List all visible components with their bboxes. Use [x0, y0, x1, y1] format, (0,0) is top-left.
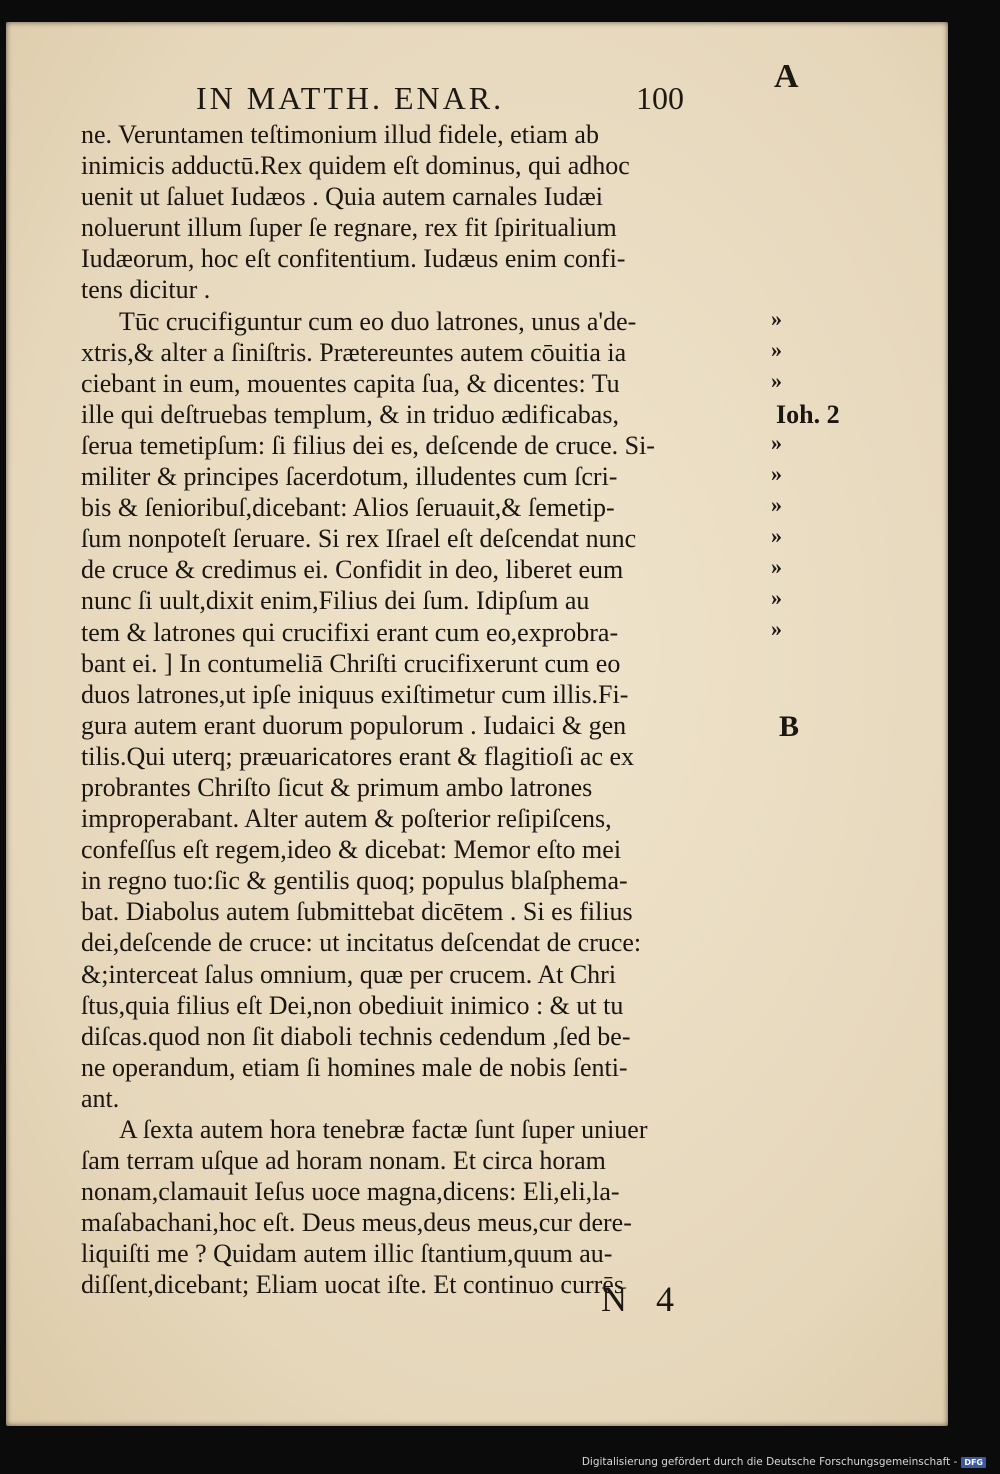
- text-line: diſcas.quod non ſit diaboli technis cedendum ,ſed be-: [81, 1021, 631, 1051]
- quote-mark: »: [771, 554, 780, 579]
- text-line: tens dicitur .: [81, 275, 211, 305]
- text-line: ciebant in eum, mouentes capita ſua, & dicentes: Tu: [81, 368, 620, 398]
- credit-text: Digitalisierung gefördert durch die Deutsche Forschungsgemeinschaft -: [581, 1456, 958, 1468]
- page-number: 100: [636, 80, 684, 116]
- text-line: uenit ut ſaluet Iudæos . Quia autem carnales Iudæi: [81, 182, 604, 212]
- section-letter-a: A: [774, 58, 799, 95]
- text-line: ne operandum, etiam ſi homines male de nobis ſenti-: [81, 1052, 628, 1082]
- text-line: duos latrones,ut ipſe iniquus exiſtimetur cum illis.Fi-: [81, 679, 629, 709]
- quote-mark: »: [771, 337, 780, 362]
- signature-mark: N 4: [601, 1279, 684, 1319]
- text-line: tilis.Qui uterq; præuaricatores erant & flagitioſi ac ex: [81, 741, 635, 771]
- text-line: ſum nonpoteſt ſeruare. Si rex Iſrael eſt deſcendat nunc: [81, 524, 637, 554]
- quote-mark: »: [771, 430, 780, 455]
- text-line: xtris,& alter a ſiniſtris. Prætereuntes autem cōuitia ia: [81, 337, 627, 367]
- text-line: maſabachani,hoc eſt. Deus meus,deus meus,cur dere-: [81, 1208, 632, 1238]
- quote-mark: »: [771, 616, 780, 641]
- text-line: Tūc crucifiguntur cum eo duo latrones, unus a'de-: [119, 306, 637, 336]
- text-line: dei,deſcende de cruce: ut incitatus deſcendat de cruce:: [81, 928, 642, 958]
- text-line: bis & ſenioribuſ,dicebant: Alios ſeruauit,& ſemetip-: [81, 493, 615, 523]
- body-text: [81, 119, 791, 1301]
- text-line: nunc ſi uult,dixit enim,Filius dei ſum. Idipſum au: [81, 586, 590, 616]
- quote-mark: »: [771, 492, 780, 517]
- book-page: [6, 22, 948, 1426]
- text-line: ſtus,quia filius eſt Dei,non obediuit inimico : & ut tu: [81, 990, 624, 1020]
- running-head-title: IN MATTH. ENAR.: [196, 80, 505, 116]
- scripture-reference: Ioh. 2: [776, 400, 840, 429]
- quote-mark: »: [771, 585, 780, 610]
- running-head: [196, 80, 816, 120]
- quote-mark: »: [771, 306, 780, 331]
- text-line: Iudæorum, hoc eſt confitentium. Iudæus enim confi-: [81, 244, 626, 274]
- quote-mark: »: [771, 368, 780, 393]
- text-line: nonam,clamauit Ieſus uoce magna,dicens: Eli,eli,la-: [81, 1177, 620, 1207]
- quote-mark: »: [771, 523, 780, 548]
- text-line: noluerunt illum ſuper ſe regnare, rex fit ſpiritualium: [81, 213, 617, 243]
- text-line: ſam terram uſque ad horam nonam. Et circa horam: [81, 1146, 606, 1176]
- text-line: inimicis adductū.Rex quidem eſt dominus, qui adhoc: [81, 151, 630, 181]
- text-line: ſerua temetipſum: ſi filius dei es, deſcende de cruce. Si-: [81, 430, 655, 460]
- text-line: diſſent,dicebant; Eliam uocat iſte. Et continuo currēs: [81, 1270, 624, 1300]
- text-line: improperabant. Alter autem & poſterior reſipiſcens,: [81, 804, 612, 834]
- digitization-credit: [582, 1456, 986, 1468]
- text-line: tem & latrones qui crucifixi erant cum eo,exprobra-: [81, 617, 619, 647]
- section-letter-b: B: [779, 710, 800, 743]
- dfg-logo: DFG: [961, 1457, 986, 1468]
- text-line: bat. Diabolus autem ſubmittebat dicētem . Si es filius: [81, 897, 633, 927]
- text-line: bant ei. ] In contumeliā Chriſti crucifixerunt cum eo: [81, 648, 621, 678]
- text-line: gura autem erant duorum populorum . Iudaici & gen: [81, 710, 627, 740]
- text-line: probrantes Chriſto ſicut & primum ambo latrones: [81, 772, 593, 802]
- text-line: ne. Veruntamen teſtimonium illud fidele, etiam ab: [81, 120, 599, 149]
- text-line: ille qui deſtruebas templum, & in triduo ædificabas,: [81, 399, 619, 429]
- text-line: ant.: [81, 1083, 120, 1113]
- text-line: confeſſus eſt regem,ideo & dicebat: Memor eſto mei: [81, 835, 622, 865]
- text-line: liquiſti me ? Quidam autem illic ſtantium,quum au-: [81, 1239, 613, 1269]
- text-line: in regno tuo:ſic & gentilis quoq; populus blaſphema-: [81, 866, 628, 896]
- text-line: &;interceat ſalus omnium, quæ per crucem. At Chri: [81, 959, 617, 989]
- quote-mark: »: [771, 461, 780, 486]
- text-line: de cruce & credimus ei. Confidit in deo, liberet eum: [81, 555, 624, 585]
- text-line: A ſexta autem hora tenebræ factæ ſunt ſuper uniuer: [119, 1115, 648, 1144]
- text-line: militer & principes ſacerdotum, illudentes cum ſcri-: [81, 462, 618, 492]
